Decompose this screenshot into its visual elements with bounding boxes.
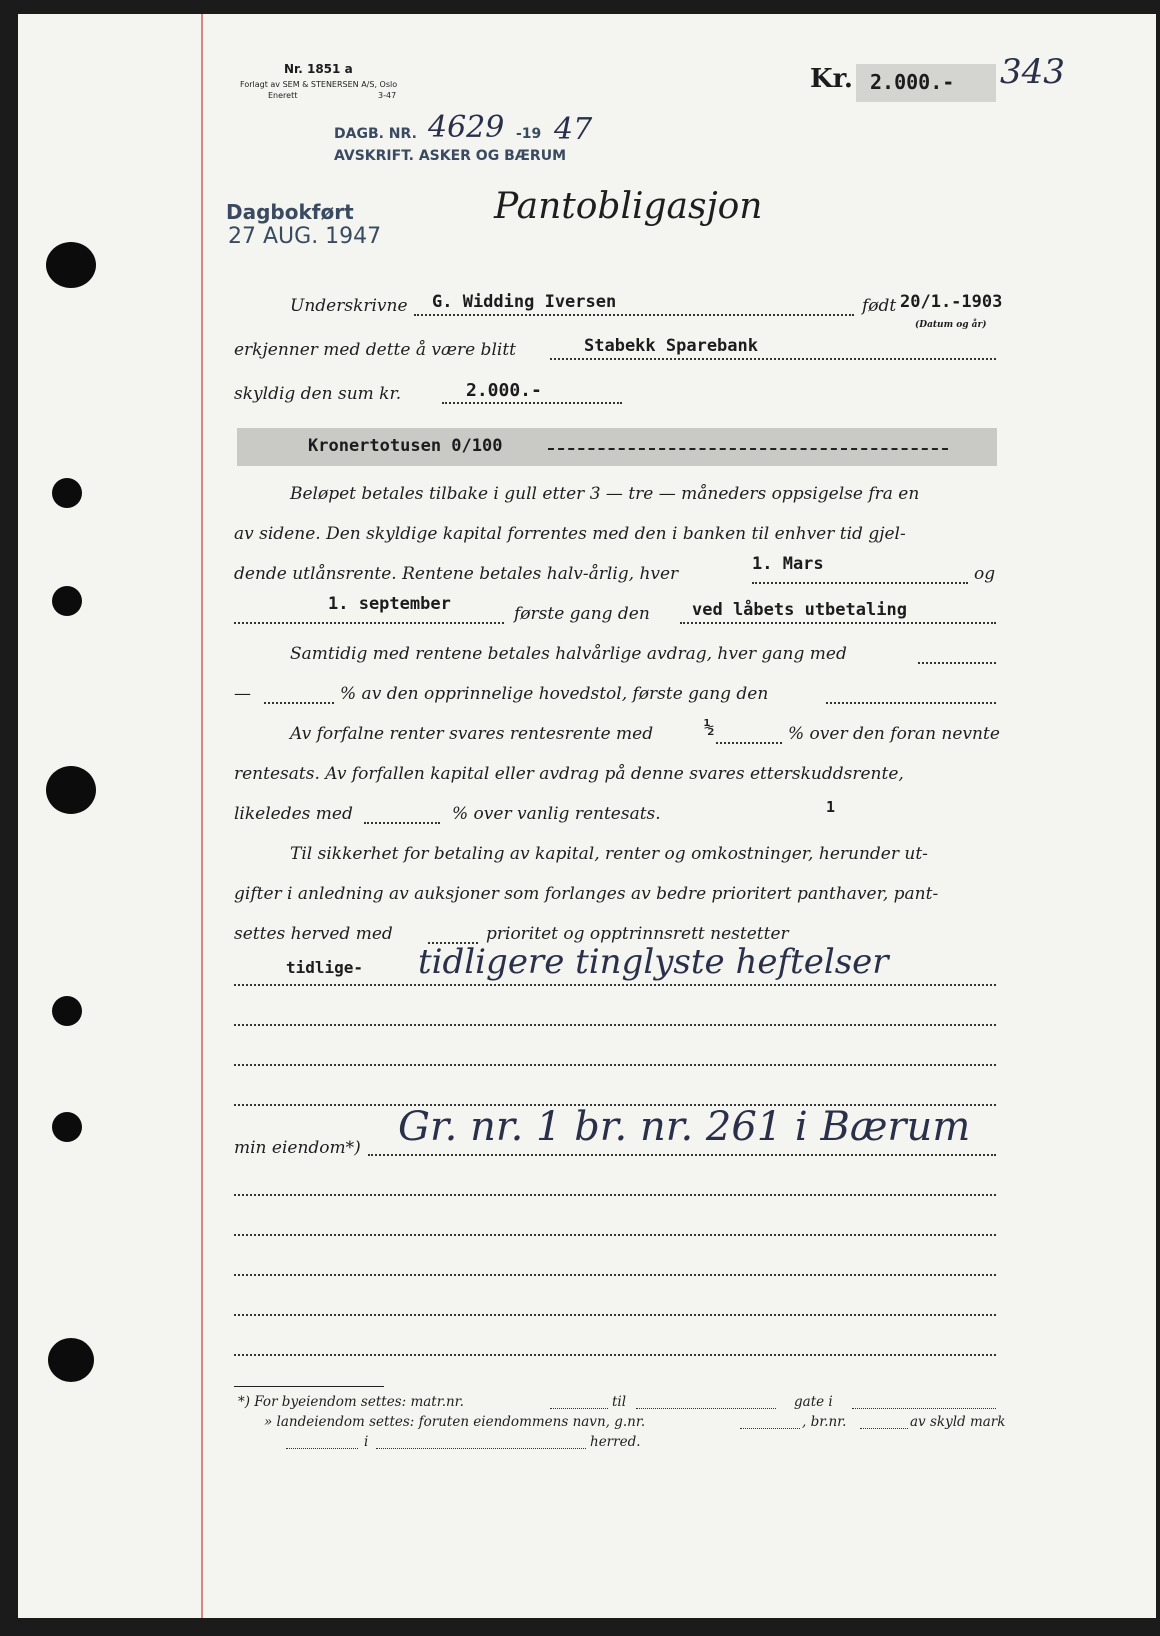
- footnote-rule: [234, 1386, 384, 1387]
- datum-hint: (Datum og år): [915, 320, 987, 330]
- avdrag-line: [918, 662, 996, 664]
- footnote-line: i: [364, 1434, 369, 1450]
- body-line: Samtidig med rentene betales halvårlige avdrag, hver gang med: [290, 644, 847, 664]
- footnote-line: gate i: [794, 1394, 833, 1410]
- blank-line: [234, 1354, 996, 1356]
- term1-line: [752, 582, 968, 584]
- publisher-line: Forlagt av SEM & STENERSEN A/S, Oslo: [240, 80, 398, 89]
- kr-amount: 2.000.-: [870, 70, 955, 94]
- footnote-line: av skyld mark: [910, 1414, 1006, 1430]
- body-line: Beløpet betales tilbake i gull etter 3 — tre — måneders oppsigelse fra en: [290, 484, 920, 504]
- blank-line: [234, 1314, 996, 1316]
- creditor-value: Stabekk Sparebank: [584, 336, 758, 356]
- footnote-line: herred.: [590, 1434, 641, 1450]
- avskrift-stamp: AVSKRIFT. ASKER OG BÆRUM: [334, 148, 567, 164]
- body-line: % over vanlig rentesats.: [452, 804, 661, 824]
- underskrivne-line: [414, 314, 854, 316]
- erkjenner-line: [550, 358, 996, 360]
- footnote-line: til: [612, 1394, 627, 1410]
- page-number: 343: [1000, 52, 1065, 92]
- blank-line: [234, 1274, 996, 1276]
- body-line: dende utlånsrente. Rentene betales halv-årlig, hver: [234, 564, 679, 584]
- dagbokfort-date: 27 AUG. 1947: [228, 224, 382, 249]
- dagb-suffix: -19: [516, 126, 542, 142]
- avdrag-dash: —: [234, 684, 251, 704]
- punch-hole: [52, 996, 82, 1026]
- underskrivne-value: G. Widding Iversen: [432, 292, 617, 312]
- punch-hole: [52, 586, 82, 616]
- tidligere-typed: tidlige-: [286, 958, 364, 977]
- percent-line: [264, 702, 334, 704]
- first-date-line: [826, 702, 996, 704]
- body-line: settes herved med: [234, 924, 393, 944]
- dagbokfort-label: Dagbokført: [226, 200, 354, 224]
- footnote-dots: [636, 1408, 776, 1409]
- eiendom-handwritten: Gr. nr. 1 br. nr. 261 i Bærum: [398, 1104, 971, 1150]
- sum-words-dashes: [548, 448, 948, 450]
- fodt-label: født: [862, 296, 897, 316]
- punch-hole: [52, 1112, 82, 1142]
- footnote-dots: [550, 1408, 608, 1409]
- kr-label: Kr.: [810, 64, 853, 94]
- dagb-year: 47: [554, 112, 593, 147]
- tidligere-handwritten: tidligere tinglyste heftelser: [418, 942, 889, 982]
- rentesrente-line: [716, 742, 782, 744]
- forste-gang-label: første gang den: [514, 604, 650, 624]
- blank-line: [234, 1194, 996, 1196]
- og-label: og: [974, 564, 996, 584]
- body-line: gifter i anledning av auksjoner som forlanges av bedre prioritert panthaver, pant-: [234, 884, 939, 904]
- body-line: prioritet og opptrinnsrett nestetter: [486, 924, 789, 944]
- underskrivne-label: Underskrivne: [290, 296, 408, 316]
- footnote-dots: [852, 1408, 996, 1409]
- body-line: Av forfalne renter svares rentesrente med: [290, 724, 654, 744]
- fodt-value: 20/1.-1903: [900, 292, 1003, 312]
- sum-value: 2.000.-: [466, 380, 542, 401]
- enerett-label: Enerett: [268, 91, 298, 100]
- footnote-line: » landeiendom settes: foruten eiendommens navn, g.nr.: [264, 1414, 646, 1430]
- dagb-number: 4629: [428, 110, 505, 145]
- body-line: % over den foran nevnte: [788, 724, 1000, 744]
- forste-gang-line: [680, 622, 996, 624]
- blank-line: [234, 1024, 996, 1026]
- punch-hole: [46, 766, 96, 814]
- forste-gang-value: ved låbets utbetaling: [692, 600, 907, 620]
- footnote-line: *) For byeiendom settes: matr.nr.: [238, 1394, 464, 1410]
- sum-line: [442, 402, 622, 404]
- likeledes-line: [364, 822, 440, 824]
- body-line: % av den opprinnelige hovedstol, første gang den: [340, 684, 769, 704]
- sum-words: Kronertotusen 0/100: [308, 436, 503, 456]
- margin-rule: [201, 14, 203, 1618]
- skyldig-label: skyldig den sum kr.: [234, 384, 402, 404]
- body-line: rentesats. Av forfallen kapital eller avdrag på denne svares etterskuddsrente,: [234, 764, 904, 784]
- eiendom-line: [368, 1154, 996, 1156]
- body-line: Til sikkerhet for betaling av kapital, renter og omkostninger, herunder ut-: [290, 844, 928, 864]
- punch-hole: [46, 242, 96, 288]
- rentesrente-value: ½: [704, 718, 715, 738]
- body-line: av sidene. Den skyldige kapital forrentes med den i banken til enhver tid gjel-: [234, 524, 906, 544]
- blank-line: [234, 1064, 996, 1066]
- punch-hole: [48, 1338, 94, 1382]
- page-title: Pantobligasjon: [494, 186, 763, 227]
- form-date: 3-47: [378, 91, 397, 100]
- term2-value: 1. september: [328, 594, 451, 614]
- footnote-dots: [740, 1428, 800, 1429]
- document-page: [18, 14, 1156, 1618]
- dagb-label: DAGB. NR.: [334, 126, 417, 142]
- footnote-dots: [376, 1448, 586, 1449]
- footnote-line: , br.nr.: [802, 1414, 847, 1430]
- form-number: Nr. 1851 a: [284, 62, 353, 76]
- term1-value: 1. Mars: [752, 554, 824, 574]
- punch-hole: [52, 478, 82, 508]
- blank-line: [234, 984, 996, 986]
- footnote-dots: [860, 1428, 908, 1429]
- blank-line: [234, 1234, 996, 1236]
- term2-line: [234, 622, 504, 624]
- eiendom-label: min eiendom*): [234, 1138, 361, 1158]
- body-line: likeledes med: [234, 804, 353, 824]
- extra-value: 1: [826, 798, 836, 816]
- erkjenner-label: erkjenner med dette å være blitt: [234, 340, 516, 360]
- footnote-dots: [286, 1448, 358, 1449]
